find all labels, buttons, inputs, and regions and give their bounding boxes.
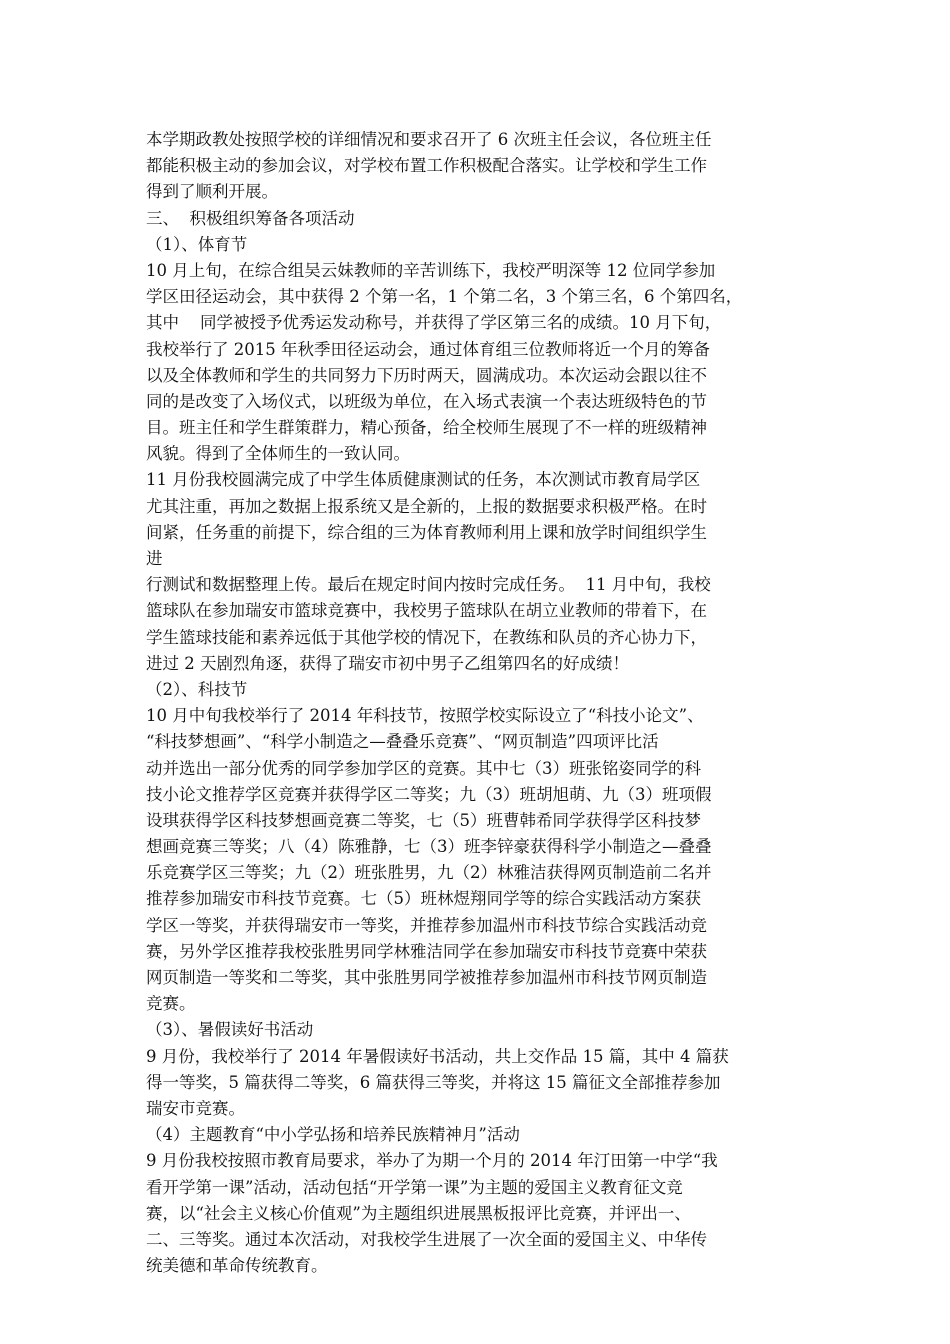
text-line: 以及全体教师和学生的共同努力下历时两天，圆满成功。本次运动会跟以往不 [146, 365, 707, 385]
text-line: 设琪获得学区科技梦想画竞赛二等奖，七（5）班曹韩希同学获得学区科技梦 [146, 810, 701, 830]
text-line: 统美德和革命传统教育。 [146, 1256, 328, 1276]
text-line: 9 月份我校按照市教育局要求，举办了为期一个月的 2014 年汀田第一中学“我 [146, 1151, 718, 1171]
text-line: 学生篮球技能和素养远低于其他学校的情况下，在教练和队员的齐心协力下， [146, 627, 707, 647]
text-line: （1）、体育节 [146, 234, 248, 254]
text-line: 间紧，任务重的前提下，综合组的三为体育教师利用上课和放学时间组织学生 [146, 522, 707, 542]
document-body [146, 127, 811, 1279]
text-line: 推荐参加瑞安市科技节竞赛。七（5）班林煜翔同学等的综合实践活动方案获 [146, 889, 701, 909]
text-line: 得一等奖，5 篇获得二等奖，6 篇获得三等奖，并将这 15 篇征文全部推荐参加 [146, 1072, 721, 1092]
text-line: 网页制造一等奖和二等奖，其中张胜男同学被推荐参加温州市科技节网页制造 [146, 968, 707, 987]
text-line: 乐竞赛学区三等奖；九（2）班张胜男，九（2）林雅洁获得网页制造前二名并 [146, 863, 712, 883]
text-line: 学区一等奖，并获得瑞安市一等奖，并推荐参加温州市科技节综合实践活动竞 [146, 915, 707, 935]
text-line: 9 月份，我校举行了 2014 年暑假读好书活动，共上交作品 15 篇，其中 4 篇获 [146, 1046, 729, 1066]
text-line: 三、 积极组织筹备各项活动 [146, 208, 355, 228]
text-line: “科技梦想画”、“科学小制造之—叠叠乐竞赛”、“网页制造”四项评比活 [146, 732, 659, 752]
text-line: 同的是改变了入场仪式，以班级为单位，在入场式表演一个表达班级特色的节 [146, 391, 707, 411]
text-line: 学区田径运动会，其中获得 2 个第一名，1 个第二名，3 个第三名，6 个第四名， [146, 287, 743, 307]
text-line: 赛，以“社会主义核心价值观”为主题组织进展黑板报评比竞赛，并评出一、 [146, 1203, 691, 1223]
text-line: 得到了顺利开展。 [146, 182, 278, 202]
text-line: 看开学第一课”活动，活动包括“开学第一课”为主题的爱国主义教育征文竞 [146, 1177, 683, 1197]
text-line: 篮球队在参加瑞安市篮球竞赛中，我校男子篮球队在胡立业教师的带着下，在 [146, 601, 707, 621]
text-line: 目。班主任和学生群策群力，精心预备，给全校师生展现了不一样的班级精神 [146, 418, 707, 438]
text-line: 进过 2 天剧烈角逐，获得了瑞安市初中男子乙组第四名的好成绩！ [146, 653, 629, 673]
text-line: 10 月上旬，在综合组吴云妹教师的辛苦训练下，我校严明深等 12 位同学参加 [146, 260, 716, 280]
text-line: 行测试和数据整理上传。最后在规定时间内按时完成任务。 11 月中旬，我校 [146, 575, 711, 595]
text-line: 技小论文推荐学区竞赛并获得学区二等奖；九（3）班胡旭萌、九（3）班项假 [146, 784, 712, 804]
text-line: 10 月中旬我校举行了 2014 年科技节，按照学校实际设立了“科技小论文”、 [146, 706, 704, 726]
text-line: 我校举行了 2015 年秋季田径运动会，通过体育组三位教师将近一个月的筹备 [146, 339, 710, 359]
text-line: （2）、科技节 [146, 679, 248, 699]
text-line: 11 月份我校圆满完成了中学生体质健康测试的任务，本次测试市教育局学区 [146, 470, 701, 490]
text-line: 动并选出一部分优秀的同学参加学区的竞赛。其中七（3）班张铭姿同学的科 [146, 758, 701, 778]
text-line: 竞赛。 [146, 994, 196, 1014]
text-line: （4）主题教育“中小学弘扬和培养民族精神月”活动 [146, 1125, 520, 1145]
text-line: 其中 同学被授予优秀运发动称号，并获得了学区第三名的成绩。10 月下旬， [146, 313, 722, 333]
text-line: 瑞安市竞赛。 [146, 1098, 245, 1118]
text-line: 想画竞赛三等奖；八（4）陈雅静，七（3）班李锌豪获得科学小制造之—叠叠 [146, 837, 712, 857]
text-line: 本学期政教处按照学校的详细情况和要求召开了 6 次班主任会议，各位班主任 [146, 130, 712, 149]
text-line: 赛，另外学区推荐我校张胜男同学林雅洁同学在参加瑞安市科技节竞赛中荣获 [146, 941, 707, 961]
text-line: 风貌。得到了全体师生的一致认同。 [146, 444, 410, 464]
text-line: （3）、暑假读好书活动 [146, 1020, 314, 1040]
text-line: 二、三等奖。通过本次活动，对我校学生进展了一次全面的爱国主义、中华传 [146, 1229, 707, 1249]
text-line: 进 [146, 549, 163, 568]
text-line: 都能积极主动的参加会议，对学校布置工作积极配合落实。让学校和学生工作 [146, 156, 707, 176]
text-line: 尤其注重，再加之数据上报系统又是全新的，上报的数据要求积极严格。在时 [146, 496, 707, 516]
